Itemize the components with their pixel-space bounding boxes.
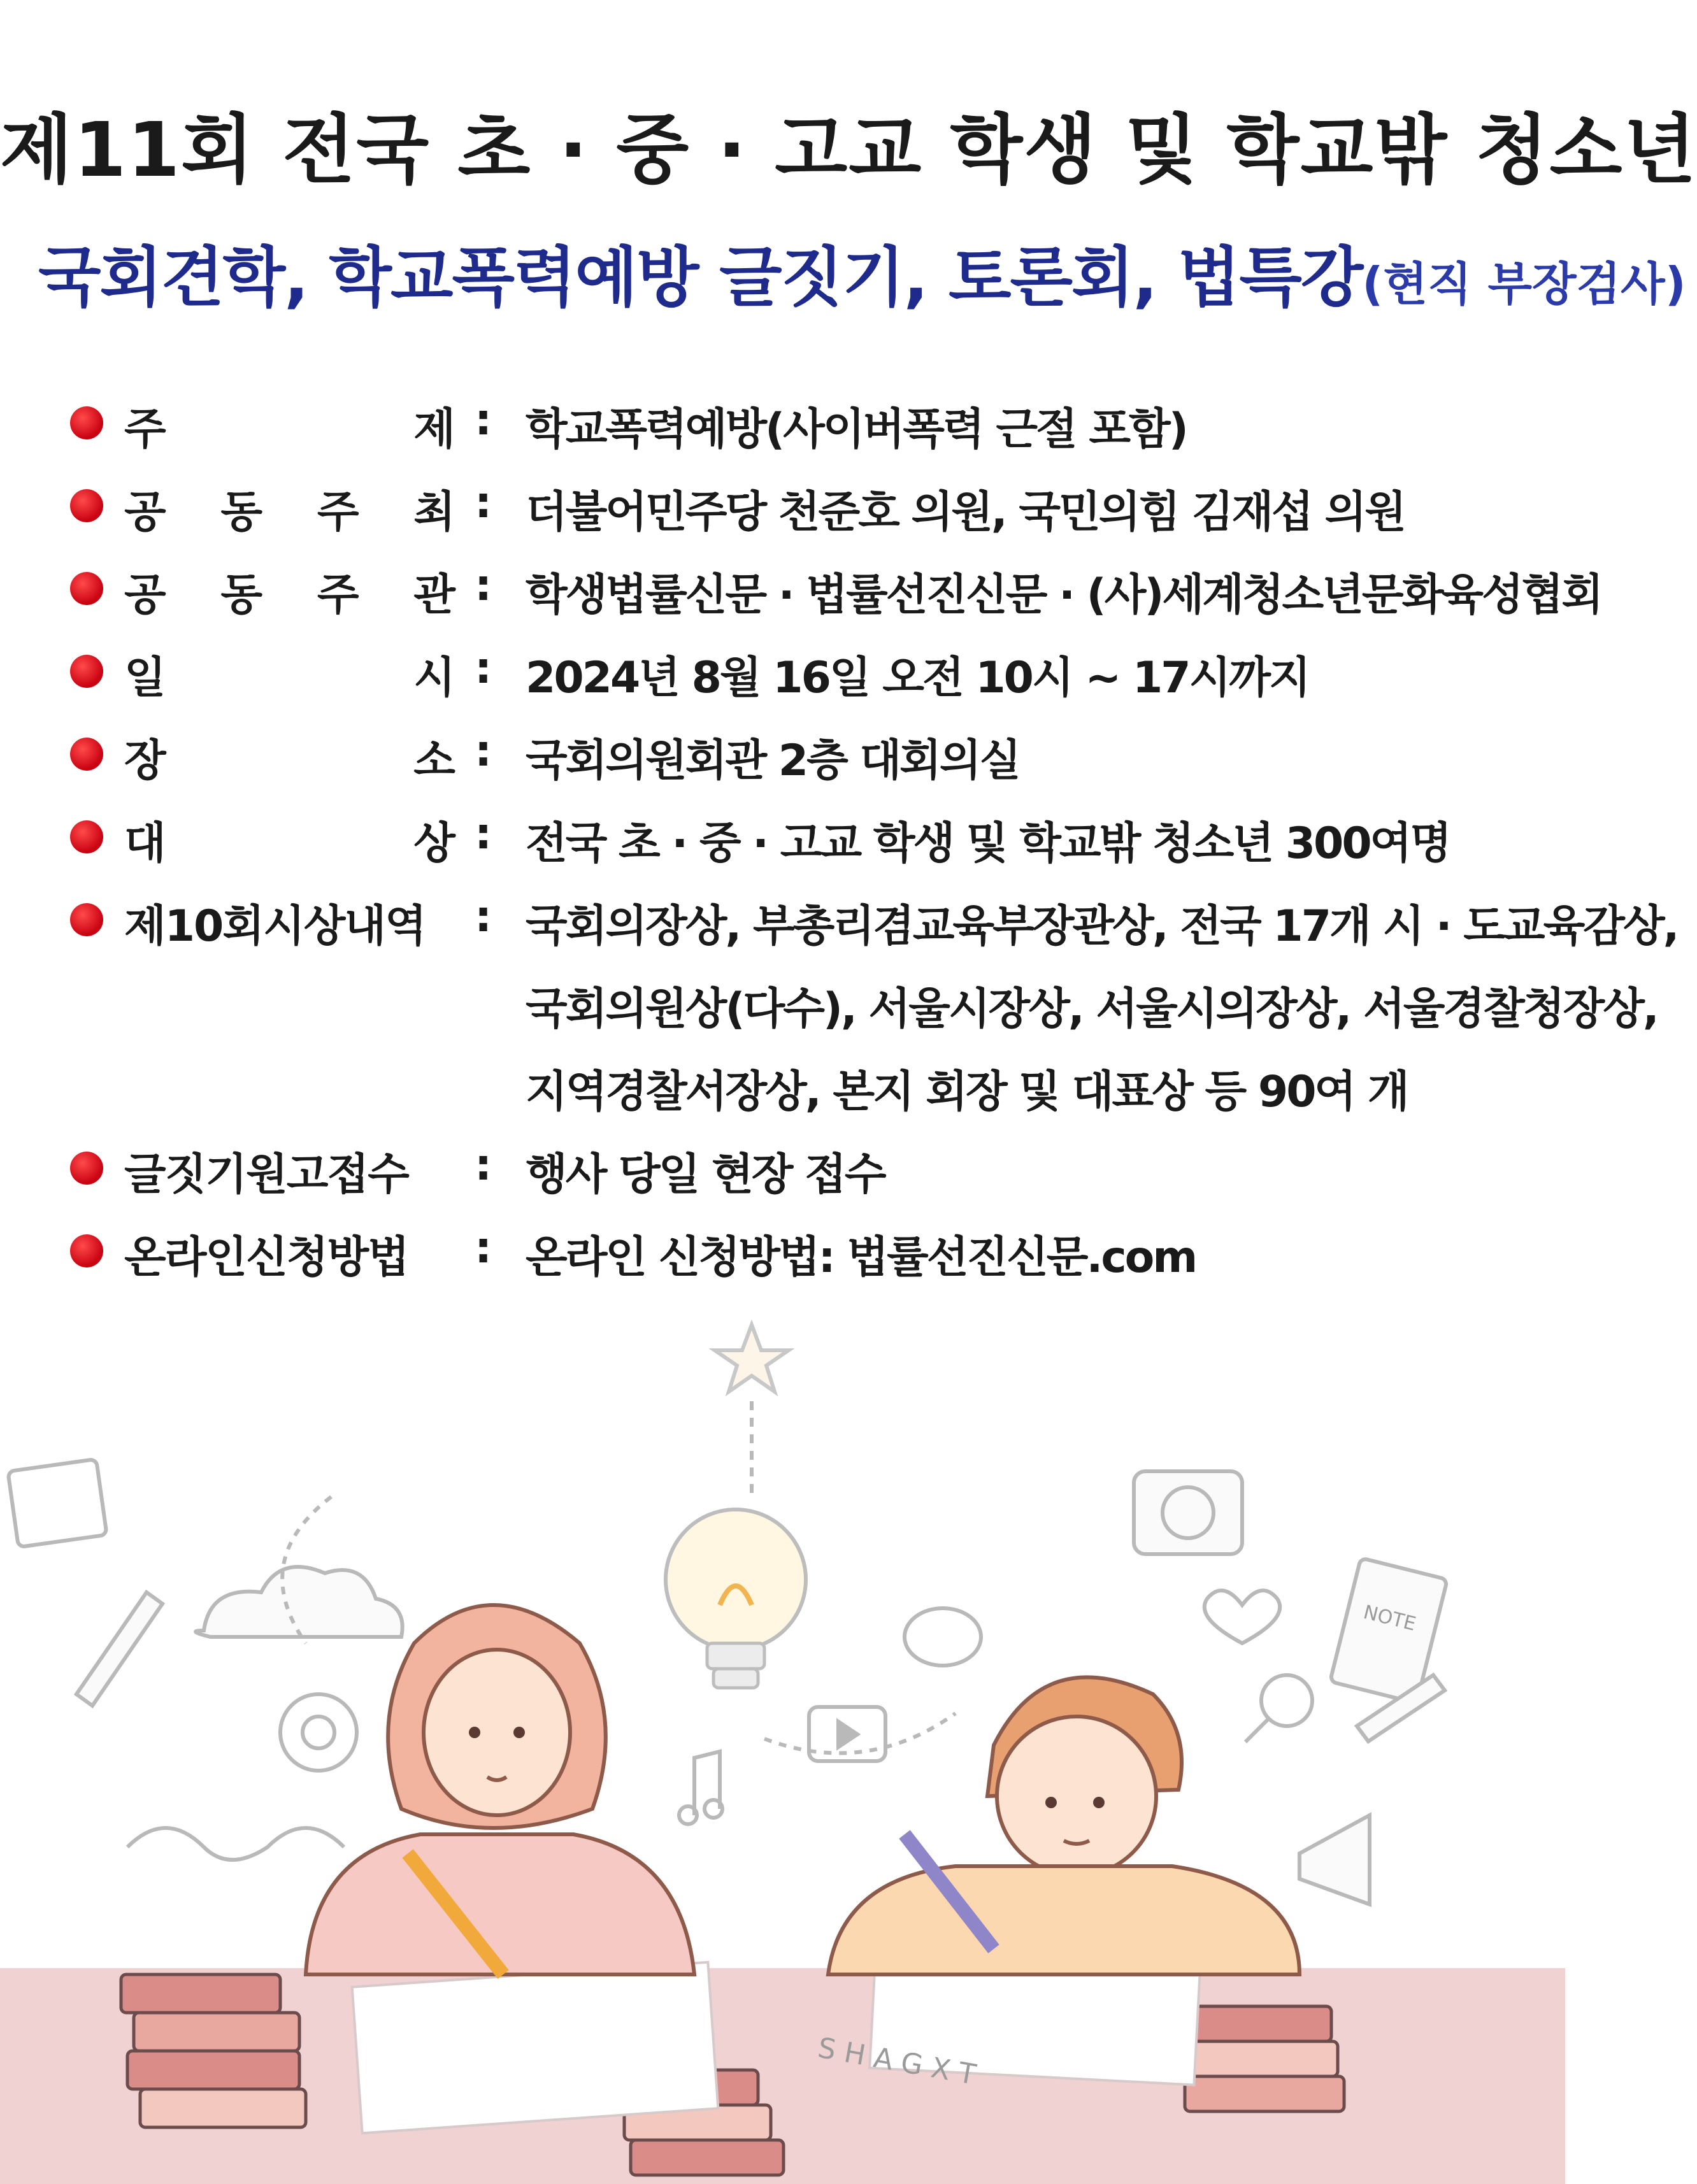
boy-character — [828, 1677, 1300, 1974]
event-info-list — [64, 389, 1678, 1299]
info-label-online: 온라인신청방법 — [124, 1232, 408, 1283]
star-icon — [715, 1325, 789, 1392]
info-value-host: 더불어민주당 천준호 의원, 국민의힘 김재섭 의원 — [526, 487, 1405, 538]
label-char: 동 — [220, 487, 263, 538]
subtitle-note: (현직 부장검사) — [1362, 257, 1686, 311]
colon-separator: : — [475, 643, 492, 694]
scattered-letters: SHAGXT — [815, 2031, 987, 2093]
book-stack-left — [121, 1974, 306, 2127]
info-value-awards — [526, 892, 1678, 1140]
colon-separator: : — [475, 809, 492, 859]
info-value-online: 온라인 신청방법: 법률선진신문.com — [526, 1232, 1196, 1283]
colon-separator: : — [475, 1140, 492, 1190]
info-row-host — [64, 471, 1516, 554]
camera-icon — [1134, 1471, 1242, 1554]
info-value-datetime: 2024년 8월 16일 오전 10시 ~ 17시까지 — [526, 653, 1309, 703]
info-row-awards — [64, 885, 1678, 1134]
girl-character — [306, 1605, 694, 1974]
awards-line: 국회의원상(다수), 서울시장상, 서울시의장상, 서울경찰청장상, — [526, 984, 1658, 1034]
info-value-place: 국회의원회관 2층 대회의실 — [526, 736, 1020, 786]
bullet-icon — [70, 903, 103, 936]
colon-separator: : — [475, 1223, 492, 1273]
info-label-host — [124, 478, 455, 539]
label-char: 장 — [124, 736, 166, 786]
gear-icon — [280, 1694, 357, 1771]
glasses-icon — [127, 1828, 344, 1860]
info-label-target — [124, 809, 455, 871]
info-row-target — [64, 803, 1516, 885]
photo-icon — [8, 1459, 106, 1547]
info-row-organizer — [64, 554, 1602, 637]
info-row-topic — [64, 389, 1516, 471]
info-value-topic: 학교폭력예방(사이버폭력 근절 포함) — [526, 404, 1187, 455]
colon-separator: : — [475, 395, 492, 445]
page-title: 제11회 전국 초 · 중 · 고교 학생 및 학교밖 청소년 — [0, 106, 1697, 194]
bullet-icon — [70, 1152, 103, 1185]
heart-icon — [1205, 1590, 1280, 1643]
label-char: 시 — [413, 653, 455, 703]
label-char: 최 — [413, 487, 455, 538]
info-value-essay: 행사 당일 현장 접수 — [526, 1150, 885, 1200]
chat-bubble-icon — [905, 1608, 981, 1666]
cloud-icon — [196, 1567, 403, 1637]
bullet-icon — [70, 406, 103, 439]
bullet-icon — [70, 738, 103, 771]
colon-separator: : — [475, 892, 492, 942]
bullet-icon — [70, 572, 103, 605]
label-char: 공 — [124, 570, 166, 620]
label-char: 상 — [413, 818, 455, 869]
colon-separator: : — [475, 726, 492, 776]
info-label-awards: 제10회시상내역 — [124, 901, 426, 952]
label-char: 제 — [413, 404, 455, 455]
paper-sheet — [352, 1962, 719, 2134]
info-row-datetime — [64, 637, 1516, 720]
note-label: NOTE — [1361, 1601, 1419, 1636]
label-char: 일 — [124, 653, 166, 703]
label-char: 관 — [413, 570, 455, 620]
colon-separator: : — [475, 560, 492, 611]
megaphone-icon — [1300, 1815, 1370, 1904]
lightbulb-icon — [666, 1510, 806, 1688]
subtitle-main: 국회견학, 학교폭력예방 글짓기, 토론회, 법특강 — [38, 240, 1363, 316]
bullet-icon — [70, 820, 103, 853]
students-studying-illustration — [0, 1287, 1565, 2184]
label-char: 주 — [317, 570, 359, 620]
info-label-topic — [124, 395, 455, 457]
awards-line: 국회의장상, 부총리겸교육부장관상, 전국 17개 시 · 도교육감상, — [526, 901, 1678, 952]
label-char: 주 — [317, 487, 359, 538]
info-label-organizer — [124, 560, 455, 622]
info-row-place — [64, 720, 1516, 803]
info-label-datetime — [124, 643, 455, 705]
magnifier-icon — [1261, 1675, 1312, 1726]
label-char: 주 — [124, 404, 166, 455]
label-char: 소 — [413, 736, 455, 786]
info-row-essay — [64, 1134, 1516, 1217]
bullet-icon — [70, 489, 103, 522]
pencil-icon — [76, 1592, 162, 1706]
bullet-icon — [70, 1234, 103, 1267]
colon-separator: : — [475, 478, 492, 528]
bullet-icon — [70, 655, 103, 688]
label-char: 대 — [124, 818, 166, 869]
page-subtitle — [38, 226, 1686, 319]
label-char: 공 — [124, 487, 166, 538]
info-value-target: 전국 초 · 중 · 고교 학생 및 학교밖 청소년 300여명 — [526, 818, 1450, 869]
info-label-essay: 글짓기원고접수 — [124, 1150, 408, 1200]
info-label-place — [124, 726, 455, 788]
label-char: 동 — [220, 570, 263, 620]
awards-line: 지역경찰서장상, 본지 회장 및 대표상 등 90여 개 — [526, 1067, 1408, 1117]
info-value-organizer: 학생법률신문 · 법률선진신문 · (사)세계청소년문화육성협회 — [526, 570, 1602, 620]
